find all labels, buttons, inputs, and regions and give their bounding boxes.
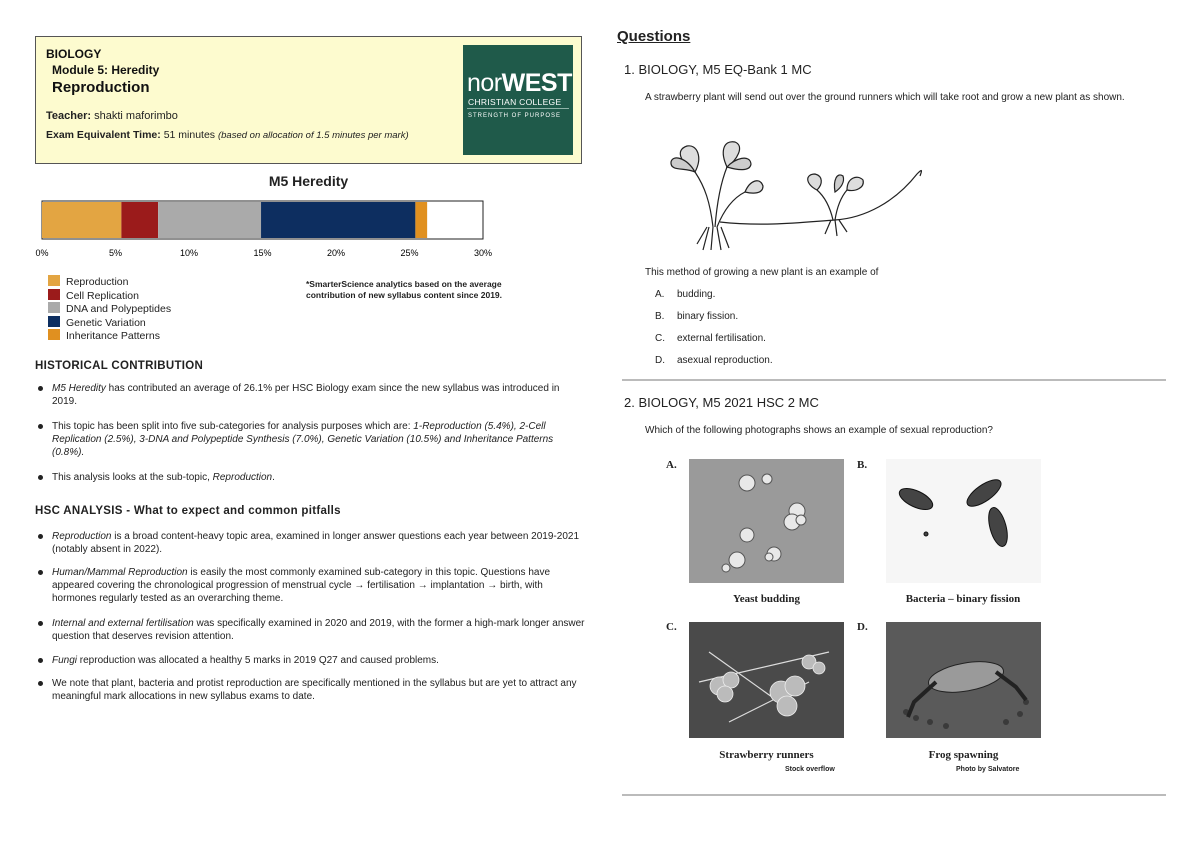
photo-d-credit: Photo by Salvatore	[956, 766, 1020, 773]
teacher-label: Teacher:	[46, 110, 92, 122]
subject: BIOLOGY	[46, 47, 102, 61]
strawberry-runner-illustration	[665, 132, 930, 252]
teacher-name: shakti maforimbo	[94, 110, 178, 122]
q1-prompt: This method of growing a new plant is an example of	[645, 267, 879, 278]
logo-word-1: nor	[467, 69, 502, 97]
photo-yeast	[689, 459, 844, 583]
photo-d-caption: Frog spawning	[928, 749, 999, 761]
hsc-bullet-3: Internal and external fertilisation was specifically examined in 2020 and 2019, with the former a high-mark longer answer question that deserves revision attention.	[52, 617, 587, 643]
legend-swatch	[48, 316, 60, 327]
legend-item	[48, 329, 160, 342]
historical-heading: HISTORICAL CONTRIBUTION	[35, 360, 204, 372]
chart-note: *SmarterScience analytics based on the average contribution of new syllabus content since 2019.	[306, 279, 503, 300]
college-logo	[463, 45, 573, 155]
bar-segment-inheritance-patterns	[415, 202, 427, 238]
x-tick-label: 15%	[253, 248, 272, 258]
hsc-bullet-5: We note that plant, bacteria and protist reproduction are specifically mentioned in the syllabus but are yet to attract any meaningful mark allocations in new syllabus exams to date.	[52, 677, 587, 703]
x-tick-label: 20%	[326, 248, 346, 258]
photo-a-caption: Yeast budding	[733, 593, 800, 605]
q2-title: 2. BIOLOGY, M5 2021 HSC 2 MC	[624, 395, 819, 410]
stacked-bar-chart	[30, 196, 493, 266]
photo-frog-spawning	[886, 622, 1041, 738]
legend-swatch	[48, 275, 60, 286]
photo-strawberry-runners	[689, 622, 844, 738]
q1-option-b[interactable]: B. binary fission.	[655, 311, 739, 322]
legend-label: Cell Replication	[66, 289, 139, 302]
x-tick-label: 25%	[400, 248, 419, 258]
logo-line-2: CHRISTIAN COLLEGE	[468, 97, 562, 107]
chart-title: M5 Heredity	[268, 173, 349, 189]
legend-swatch	[48, 289, 60, 300]
hsc-bullet-1: Reproduction is a broad content-heavy topic area, examined in longer answer questions each year between 2019-2021 (notably absent in 2022).	[52, 530, 587, 556]
legend-item	[48, 275, 128, 288]
logo-line-3: STRENGTH OF PURPOSE	[468, 113, 562, 119]
legend-label: DNA and Polypeptides	[66, 303, 172, 315]
photo-d-label: D.	[857, 621, 868, 633]
q1-text: A strawberry plant will send out over the ground runners which will take root and grow a new plant as shown.	[645, 92, 1125, 103]
bar-segment-genetic-variation	[261, 202, 415, 238]
legend-swatch	[48, 329, 60, 340]
q1-option-d[interactable]: D. asexual reproduction.	[655, 355, 773, 366]
questions-heading: Questions	[617, 28, 691, 45]
legend-item	[48, 289, 139, 302]
photo-b-caption: Bacteria – binary fission	[905, 593, 1021, 605]
legend-item	[48, 302, 171, 315]
bar-segment-cell-replication	[121, 202, 158, 238]
bar-segment-reproduction	[42, 202, 121, 238]
legend-item	[48, 316, 146, 329]
logo-divider	[467, 108, 569, 109]
photo-c-caption: Strawberry runners	[719, 749, 814, 761]
q1-option-c[interactable]: C. external fertilisation.	[655, 333, 766, 344]
x-tick-label: 30%	[473, 248, 493, 258]
legend-label: Reproduction	[66, 276, 129, 288]
legend-swatch	[48, 302, 60, 313]
q1-title: 1. BIOLOGY, M5 EQ-Bank 1 MC	[624, 62, 812, 77]
question-divider-1	[622, 379, 1166, 381]
hsc-bullet-2: Human/Mammal Reproduction is easily the most commonly examined sub-category in this topic. Questions have appeared covering the chronological progression of menstrual cycle → fertilisation → implantation → birth, with hormones regularly tested as an overarching theme.	[52, 566, 587, 605]
historical-bullet-1: M5 Heredity has contributed an average of 26.1% per HSC Biology exam since the new syllabus was introduced in 2019.	[52, 382, 587, 408]
module: Module 5: Heredity	[52, 63, 160, 77]
historical-bullet-2: This topic has been split into five sub-categories for analysis purposes which are: 1-Reproduction (5.4%), 2-Cell Replication (2.5%), 3-DNA and Polypeptide Synthesis (7.0%), Genetic Variation (10.5%) and Inheritance Patterns (0.8%).	[52, 420, 587, 459]
historical-bullet-3: This analysis looks at the sub-topic, Reproduction.	[52, 471, 587, 484]
photo-c-credit: Stock overflow	[785, 766, 835, 773]
legend-label: Genetic Variation	[66, 316, 146, 329]
logo-word-2: WEST	[501, 69, 572, 97]
exam-time: 51 minutes	[163, 129, 216, 141]
photo-bacteria	[886, 459, 1041, 583]
photo-a-label: A.	[666, 459, 677, 471]
photo-b-label: B.	[857, 459, 868, 471]
q1-option-a[interactable]: A. budding.	[655, 289, 716, 300]
exam-label: Exam Equivalent Time:	[46, 129, 161, 141]
bar-segment-dna-and-polypeptides	[158, 202, 261, 238]
x-tick-label: 10%	[179, 248, 199, 258]
question-divider-2	[622, 794, 1166, 796]
q2-text: Which of the following photographs shows an example of sexual reproduction?	[645, 425, 993, 436]
x-tick-label: 0%	[35, 248, 49, 258]
topic-title: Reproduction	[52, 79, 150, 96]
legend-label: Inheritance Patterns	[66, 330, 160, 342]
teacher-line	[46, 110, 178, 122]
exam-note: (based on allocation of 1.5 minutes per mark)	[217, 130, 409, 141]
hsc-heading: HSC ANALYSIS - What to expect and common pitfalls	[35, 505, 341, 517]
exam-time-line	[46, 129, 409, 141]
header-box	[35, 36, 582, 164]
hsc-bullet-4: Fungi reproduction was allocated a healthy 5 marks in 2019 Q27 and caused problems.	[52, 654, 587, 667]
photo-c-label: C.	[666, 621, 677, 633]
x-tick-label: 5%	[108, 248, 123, 258]
